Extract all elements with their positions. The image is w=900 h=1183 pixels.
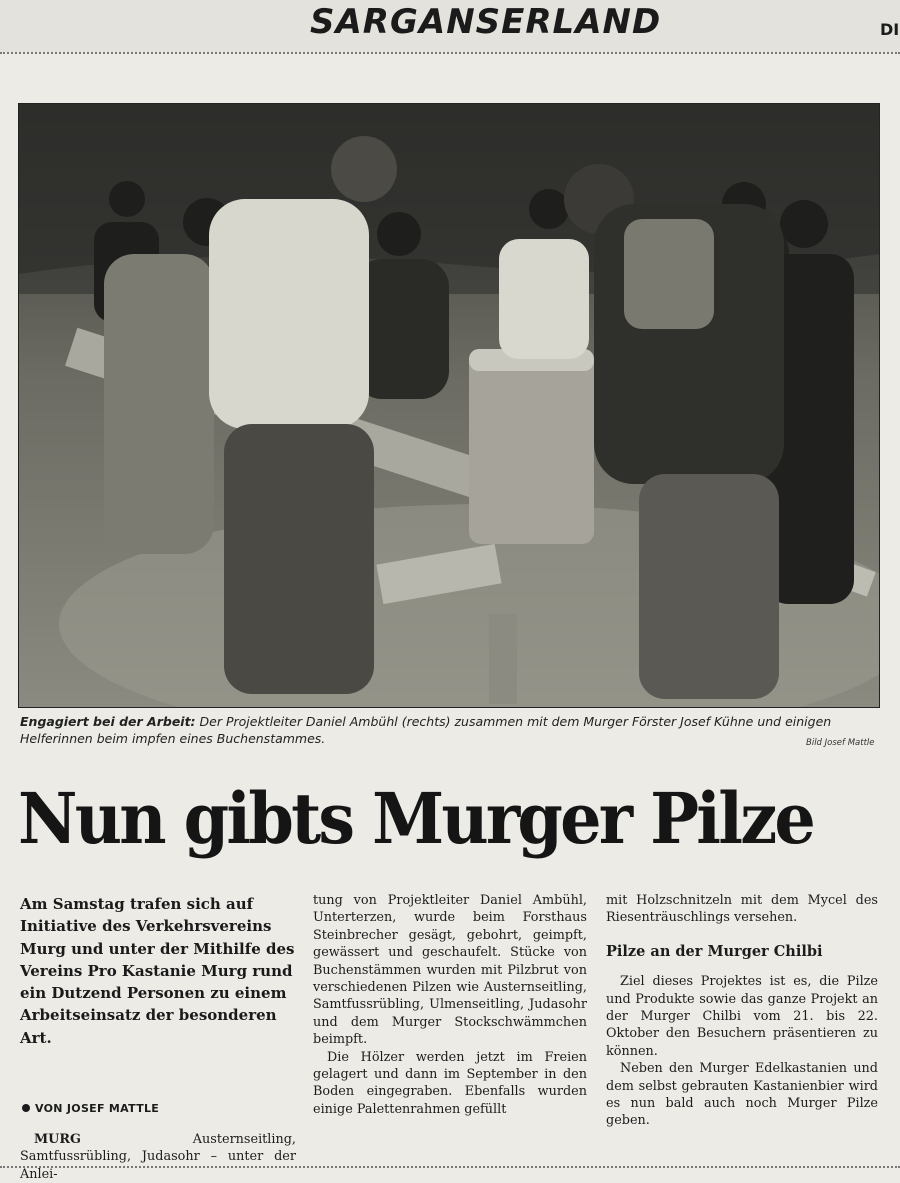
header-divider — [0, 52, 900, 54]
article-headline: Nun gibts Murger Pilze — [18, 777, 814, 860]
column-3-paragraph-1: mit Holzschnitzeln mit dem Mycel des Riesenträuschlings versehen. — [606, 893, 878, 926]
author-byline — [22, 1102, 159, 1115]
article-column-3 — [606, 892, 878, 1130]
column-2-paragraph-1: tung von Projektleiter Daniel Ambühl, Unterterzen, wurde beim Forsthaus Steinbrecher gesägt, gebohrt, geimpft, gewässert und geschaufelt. Stücke von Buchenstämmen wurden mit Pilzbrut von verschiedenen Pilzen wie Austernseitling, Samtfussrübling, Ulmenseitling, Judasohr und dem Murger Stockschwämmchen beimpft. — [313, 893, 587, 1048]
cropped-edge-text: DI — [880, 20, 900, 39]
article-column-1 — [20, 1131, 296, 1183]
author-name: VON JOSEF MATTLE — [35, 1102, 160, 1115]
column-1-text: Austernseitling, Samtfussrübling, Judasohr – unter der Anlei- — [20, 1132, 296, 1182]
bullet-icon — [22, 1104, 30, 1112]
column-3-paragraph-2: Ziel dieses Projektes ist es, die Pilze und Produkte sowie das ganze Projekt an der Murger Chilbi vom 21. bis 22. Oktober den Besuchern präsentieren zu können. — [606, 974, 878, 1059]
dateline: MURG — [34, 1132, 81, 1147]
article-lead: Am Samstag trafen sich auf Initiative des Verkehrsvereins Murg und unter der Mithilfe des Vereins Pro Kastanie Murg rund ein Dutzend Personen zu einem Arbeitseinsatz der besonderen Art. — [20, 895, 295, 1047]
caption-lead: Engagiert bei der Arbeit: — [20, 714, 196, 729]
column-3-subhead: Pilze an der Murger Chilbi — [606, 942, 823, 960]
caption-text: Der Projektleiter Daniel Ambühl (rechts) zusammen mit dem Murger Förster Josef Kühne und einigen Helferinnen beim impfen eines Buchenstammes. — [20, 714, 832, 746]
column-2-paragraph-2: Die Hölzer werden jetzt im Freien gelagert und dann im September in den Boden eingegraben. Ebenfalls wurden einige Palettenrahmen gefüllt — [313, 1049, 587, 1117]
section-title: SARGANSERLAND — [310, 2, 662, 42]
article-column-2 — [313, 892, 587, 1118]
article-photo — [18, 103, 880, 708]
photo-caption — [20, 713, 880, 747]
photo-illustration — [19, 104, 879, 707]
column-3-paragraph-3: Neben den Murger Edelkastanien und dem selbst gebrauten Kastanienbier wird es nun bald auch noch Murger Pilze geben. — [606, 1061, 878, 1129]
footer-divider — [0, 1166, 900, 1168]
photo-credit: Bild Josef Mattle — [806, 738, 875, 748]
